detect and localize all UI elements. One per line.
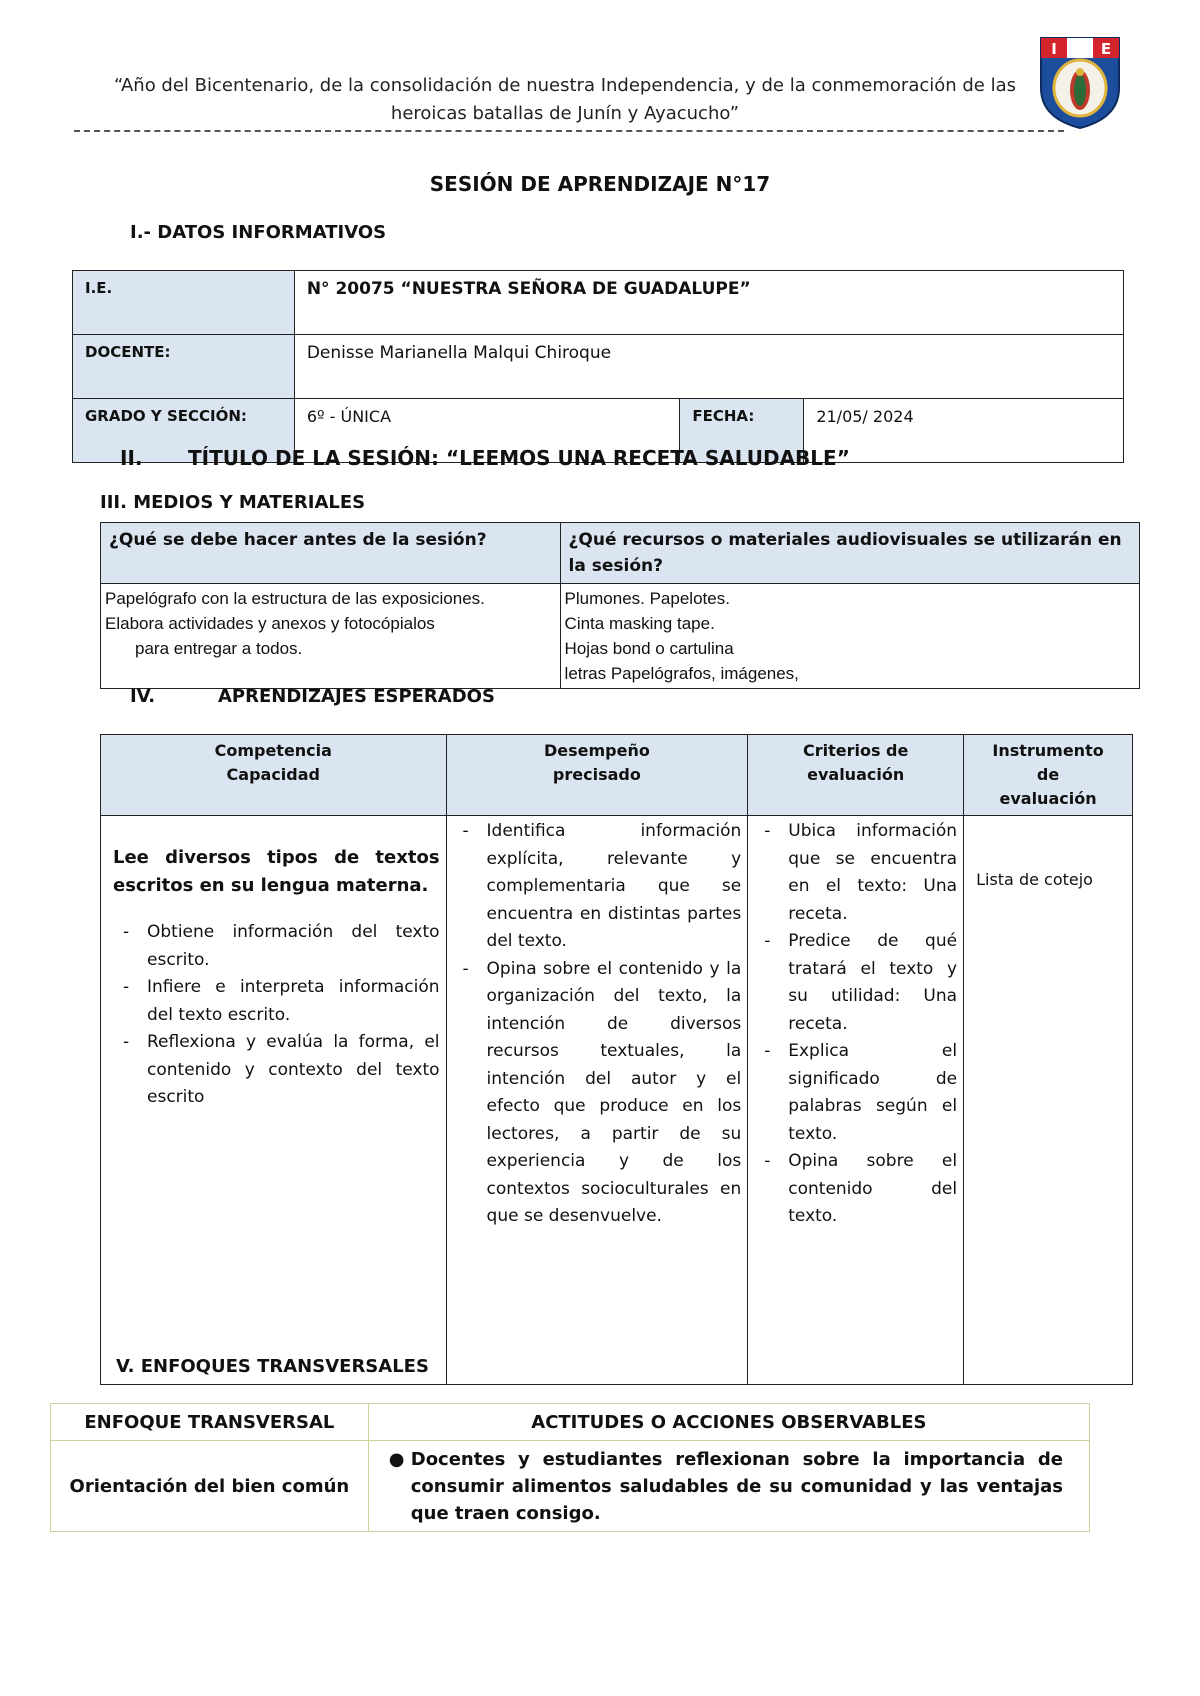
materials-resources [560, 584, 1139, 689]
section4-heading: APRENDIZAJES ESPERADOS [218, 686, 495, 707]
capacidad-3: Reflexiona y evalúa la forma, el contenido y contexto del texto escrito [147, 1032, 440, 1107]
logo-letter-i: I [1051, 40, 1057, 58]
resource-item-2: Cinta masking tape. [564, 614, 715, 633]
header-divider [74, 130, 1064, 132]
medios-materiales-table [100, 522, 1140, 689]
resource-item-3: Hojas bond o cartulina [564, 639, 734, 658]
fecha-label: FECHA: [680, 399, 804, 463]
desempeno-1: Identifica información explícita, relevante y complementaria que se encuentra en distintas partes del texto. [486, 821, 742, 951]
section5-heading: V. ENFOQUES TRANSVERSALES [116, 1356, 429, 1377]
aprendizajes-table [100, 734, 1133, 1385]
capacidad-item: - Obtiene información del texto escrito. [123, 922, 440, 970]
section1-heading: I.- DATOS INFORMATIVOS [130, 222, 387, 243]
competencia-header-text: Competencia [214, 741, 332, 760]
docente-value: Denisse Marianella Malqui Chiroque [294, 335, 1123, 399]
ie-value: N° 20075 “NUESTRA SEÑORA DE GUADALUPE” [294, 271, 1123, 335]
desempeno-cell [446, 816, 748, 1385]
grado-value: 6º - ÚNICA [294, 399, 680, 463]
criterio-item: - Predice de qué tratará el texto y su utilidad: Una receta. [764, 931, 958, 1034]
enfoque-col2-header: ACTITUDES O ACCIONES OBSERVABLES [368, 1404, 1089, 1441]
before-item-2: Elabora actividades y anexos y fotocópialos [105, 614, 435, 633]
capacidad-1: Obtiene información del texto escrito. [147, 922, 440, 970]
desempeno-header-line1: Desempeño [543, 741, 650, 760]
criterio-item: - Ubica información que se encuentra en el texto: Una receta. [764, 821, 958, 924]
criterio-4: Opina sobre el contenido del texto. [788, 1151, 958, 1226]
desempeno-header-line2: precisado [552, 765, 641, 784]
desempeno-header [446, 735, 748, 816]
desempeno-item: - Opina sobre el contenido y la organización del texto, la intención de diversos recursos textuales, la intención del autor y el efecto que produce en los lectores, a partir de su experiencia y de los contextos socioculturales en que se desenvuelve. [462, 958, 742, 1226]
capacidad-2: Infiere e interpreta información del texto escrito. [147, 977, 440, 1025]
enfoque-name: Orientación del bien común [51, 1441, 369, 1532]
before-item-1: Papelógrafo con la estructura de las exposiciones. [105, 589, 485, 608]
capacidad-header-text: Capacidad [226, 765, 320, 784]
instrumento-header-line3: evaluación [999, 789, 1097, 808]
criterio-3: Explica el significado de palabras según el texto. [788, 1041, 958, 1144]
criterios-header-line2: evaluación [807, 765, 905, 784]
section3-heading: III. MEDIOS Y MATERIALES [100, 492, 366, 513]
before-item-3: para entregar a todos. [135, 639, 303, 658]
page-title: SESIÓN DE APRENDIZAJE N°17 [429, 172, 771, 196]
criterios-header [748, 735, 964, 816]
desempeno-item: - Identifica información explícita, relevante y complementaria que se encuentra en distintas partes del texto. [462, 821, 742, 951]
enfoque-col1-header: ENFOQUE TRANSVERSAL [51, 1404, 369, 1441]
docente-label: DOCENTE: [73, 335, 295, 399]
competencia-cell [101, 816, 447, 1385]
enfoque-accion-cell [368, 1441, 1089, 1532]
fecha-value: 21/05/ 2024 [804, 399, 1124, 463]
criterio-item: - Opina sobre el contenido del texto. [764, 1151, 958, 1226]
motto-line-2: heroicas batallas de Junín y Ayacucho” [390, 103, 740, 124]
instrumento-header [964, 735, 1133, 816]
resource-item-1: Plumones. Papelotes. [564, 589, 730, 608]
criterios-cell [748, 816, 964, 1385]
competencia-title: Lee diversos tipos de textos escritos en su lengua materna. [113, 847, 440, 896]
materials-col1-header: ¿Qué se debe hacer antes de la sesión? [101, 523, 561, 584]
grado-label: GRADO Y SECCIÓN: [73, 399, 295, 463]
criterio-2: Predice de qué tratará el texto y su utilidad: Una receta. [788, 931, 958, 1034]
header-motto [90, 72, 1040, 128]
materials-col2-header: ¿Qué recursos o materiales audiovisuales se utilizarán en la sesión? [560, 523, 1139, 584]
motto-line-1: “Año del Bicentenario, de la consolidación de nuestra Independencia, y de la conmemoración de las [113, 75, 1017, 96]
section2-number: II. [120, 446, 143, 470]
instrumento-header-line1: Instrumento [992, 741, 1104, 760]
ie-label: I.E. [73, 271, 295, 335]
section2-heading: TÍTULO DE LA SESIÓN: “LEEMOS UNA RECETA SALUDABLE” [188, 446, 850, 470]
desempeno-2: Opina sobre el contenido y la organización del texto, la intención de diversos recursos textuales, la intención del autor y el efecto que produce en los lectores, a partir de su experiencia y de los contextos socioculturales en que se desenvuelve. [486, 958, 742, 1226]
enfoque-accion: Docentes y estudiantes reflexionan sobre la importancia de consumir alimentos saludables de su comunidad y las ventajas que traen consigo. [410, 1448, 1063, 1524]
criterio-1: Ubica información que se encuentra en el texto: Una receta. [788, 821, 958, 924]
datos-informativos-table [72, 270, 1124, 463]
instrumento-header-line2: de [1036, 765, 1060, 784]
school-logo-icon [1035, 30, 1125, 130]
instrumento-cell: Lista de cotejo [964, 816, 1133, 1385]
capacidad-item: - Infiere e interpreta información del texto escrito. [123, 977, 440, 1025]
enfoques-table [50, 1403, 1090, 1532]
bullet-icon: ● [388, 1448, 405, 1470]
section4-number: IV. [130, 686, 156, 707]
resource-item-4: letras Papelógrafos, imágenes, [564, 664, 799, 683]
criterio-item: - Explica el significado de palabras según el texto. [764, 1041, 958, 1144]
materials-before-session [101, 584, 561, 689]
competencia-header [101, 735, 447, 816]
logo-letter-e: E [1100, 40, 1112, 58]
criterios-header-line1: Criterios de [802, 741, 909, 760]
capacidad-item: - Reflexiona y evalúa la forma, el contenido y contexto del texto escrito [123, 1032, 440, 1107]
